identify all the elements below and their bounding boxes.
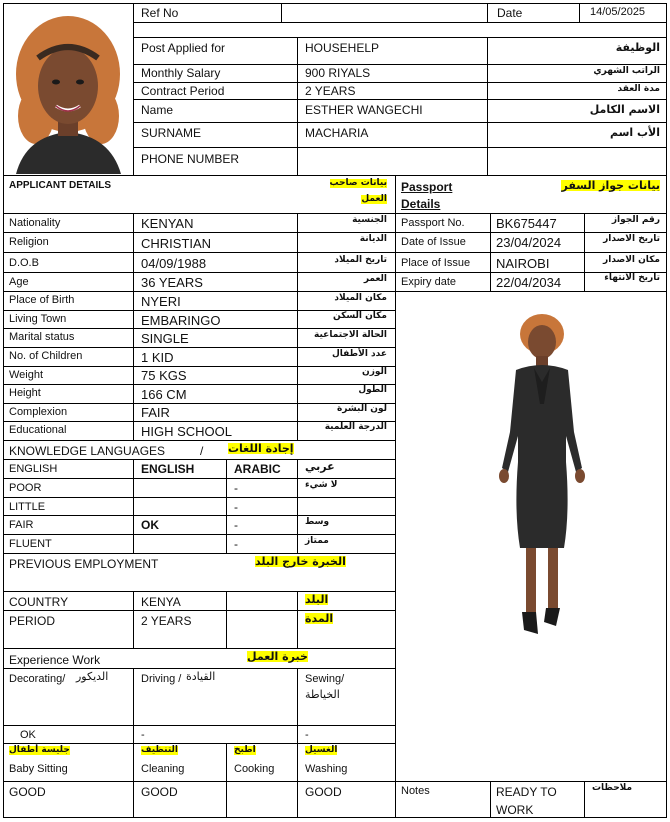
contract-value: 2 YEARS [305,84,356,98]
decorating-label-ar: الديكور [76,670,109,683]
driving-rating: - [141,729,145,741]
lang-little-arabic: - [234,500,238,514]
ref-no-label: Ref No [141,6,179,20]
period-label-ar: المدة [305,612,334,625]
religion-label: Religion [9,236,49,248]
country-value: KENYA [141,595,181,609]
applicant-details-title-ar-2: العمل [361,194,387,204]
name-label: Name [141,103,174,117]
date-value: 14/05/2025 [590,6,646,18]
baby-sitting-rating: GOOD [9,785,46,799]
education-value: HIGH SCHOOL [141,424,233,439]
applicant-details-title: APPLICANT DETAILS [9,180,112,191]
place-of-birth-label-ar: مكان الميلاد [334,293,387,303]
place-of-birth-value: NYERI [141,294,181,309]
languages-title: KNOWLEDGE LANGUAGES [9,444,166,458]
cleaning-rating: GOOD [141,785,178,799]
nationality-value: KENYAN [141,216,194,231]
age-label: Age [9,276,29,288]
post-value: HOUSEHELP [305,41,380,55]
expiry-date-label: Expiry date [401,276,457,288]
salary-label: Monthly Salary [141,66,221,80]
salary-value: 900 RIYALS [305,66,371,80]
children-value: 1 KID [141,350,174,365]
living-town-label: Living Town [9,313,67,325]
contract-label-ar: مدة العقد [617,84,660,94]
living-town-label-ar: مكان السكن [333,311,387,321]
lang-fair-english: OK [141,518,159,532]
washing-rating: GOOD [305,785,342,799]
age-value: 36 YEARS [141,275,203,290]
lang-fair-arabic: - [234,518,238,532]
cooking-label: Cooking [234,763,275,775]
height-label: Height [9,387,41,399]
baby-sitting-label: Baby Sitting [9,763,68,775]
surname-label: SURNAME [141,126,202,140]
country-label-ar: البلد [305,593,329,606]
expiry-date-label-ar: تاريخ الانتهاء [604,273,660,283]
notes-value-line1: READY TO [496,785,557,799]
sewing-label-ar: الخياطة [305,688,340,701]
dob-label: D.O.B [9,257,39,269]
weight-value: 75 KGS [141,368,187,383]
lang-fluent-label: FLUENT [9,538,52,550]
dob-value: 04/09/1988 [141,256,207,271]
applicant-details-title-ar-1: بيانات صاحب [329,178,387,188]
previous-employment-title: PREVIOUS EMPLOYMENT [9,557,159,571]
notes-value-line2: WORK [496,803,534,817]
marital-status-label-ar: الحالة الاجتماعية [314,330,387,340]
nationality-label: Nationality [9,217,61,229]
period-value: 2 YEARS [141,614,192,628]
languages-title-ar: إجادة اللغات [228,442,294,455]
passport-title-1: Passport [401,180,453,194]
nationality-label-ar: الجنسية [352,215,387,225]
date-of-issue-label-ar: تاريخ الاصدار [603,234,660,244]
expiry-date-value: 22/04/2034 [496,275,562,290]
place-of-issue-label: Place of Issue [401,257,471,269]
lang-poor-arabic: - [234,481,238,495]
phone-label: PHONE NUMBER [141,152,240,166]
marital-status-value: SINGLE [141,331,189,346]
passport-no-label: Passport No. [401,217,465,229]
lang-poor-ar: لا شيء [305,480,338,490]
lang-fluent-arabic: - [234,537,238,551]
weight-label: Weight [9,369,44,381]
cleaning-label: Cleaning [141,763,185,775]
passport-title-ar: بيانات جواز السفر [561,179,660,192]
experience-title-ar: خبرة العمل [247,650,308,663]
lang-little-label: LITTLE [9,501,46,513]
surname-label-ar: الأب اسم [609,126,660,139]
date-of-issue-label: Date of Issue [401,236,466,248]
complexion-label-ar: لون البشرة [336,404,387,414]
salary-label-ar: الراتب الشهري [593,66,660,76]
name-label-ar: الاسم الكامل [589,103,660,116]
contract-label: Contract Period [141,84,225,98]
applicant-full-body-photo [470,312,610,652]
post-label-ar: الوظيفة [615,41,660,54]
period-label: PERIOD [9,614,56,628]
passport-no-label-ar: رقم الجواز [611,215,660,225]
date-of-issue-value: 23/04/2024 [496,235,562,250]
place-of-birth-label: Place of Birth [9,294,75,306]
notes-label-ar: ملاحظات [592,783,633,793]
lang-fair-ar: وسط [305,517,330,527]
height-value: 166 CM [141,387,187,402]
lang-header-english: ENGLISH [141,462,195,476]
complexion-label: Complexion [9,406,68,418]
place-of-issue-value: NAIROBI [496,256,550,271]
marital-status-label: Marital status [9,331,75,343]
cleaning-label-ar: التنظيف [141,745,178,755]
passport-title-2: Details [401,197,441,211]
children-label: No. of Children [9,350,83,362]
lang-fair-label: FAIR [9,519,34,531]
surname-value: MACHARIA [305,126,369,140]
living-town-value: EMBARINGO [141,313,221,328]
passport-no-value: BK675447 [496,216,557,231]
driving-label-ar: القيادة [186,670,216,683]
age-label-ar: العمر [363,274,387,284]
languages-slash: / [200,444,204,458]
decorating-label: Decorating/ [9,673,66,685]
complexion-value: FAIR [141,405,170,420]
applicant-portrait-photo [6,6,131,174]
height-label-ar: الطول [358,385,387,395]
education-label: Educational [9,424,67,436]
lang-header-arabic: ARABIC [234,462,281,476]
baby-sitting-label-ar: جليسة أطفال [9,745,70,755]
driving-label: Driving / [141,673,182,685]
dob-label-ar: تاريخ الميلاد [334,255,387,265]
country-label: COUNTRY [9,595,69,609]
notes-label: Notes [401,785,430,797]
lang-poor-label: POOR [9,482,42,494]
decorating-rating: OK [20,729,36,741]
place-of-issue-label-ar: مكان الاصدار [603,255,660,265]
experience-title: Experience Work [9,653,101,667]
washing-label-ar: الغسيل [305,745,338,755]
cooking-label-ar: اطبخ [234,745,256,755]
post-label: Post Applied for [141,41,226,55]
sewing-label: Sewing/ [305,673,345,685]
weight-label-ar: الوزن [362,367,387,377]
washing-label: Washing [305,763,348,775]
education-label-ar: الدرجة العلمية [324,422,387,432]
sewing-rating: - [305,729,309,741]
lang-header-ar: عربي [305,460,335,473]
religion-value: CHRISTIAN [141,236,212,251]
lang-fluent-ar: ممتاز [305,536,329,546]
children-label-ar: عدد الأطفال [331,349,387,359]
name-value: ESTHER WANGECHI [305,103,423,117]
date-label: Date [497,6,523,20]
lang-header-label: ENGLISH [9,463,58,475]
previous-employment-title-ar: الخبرة خارج البلد [255,555,346,568]
religion-label-ar: الديانة [359,234,387,244]
